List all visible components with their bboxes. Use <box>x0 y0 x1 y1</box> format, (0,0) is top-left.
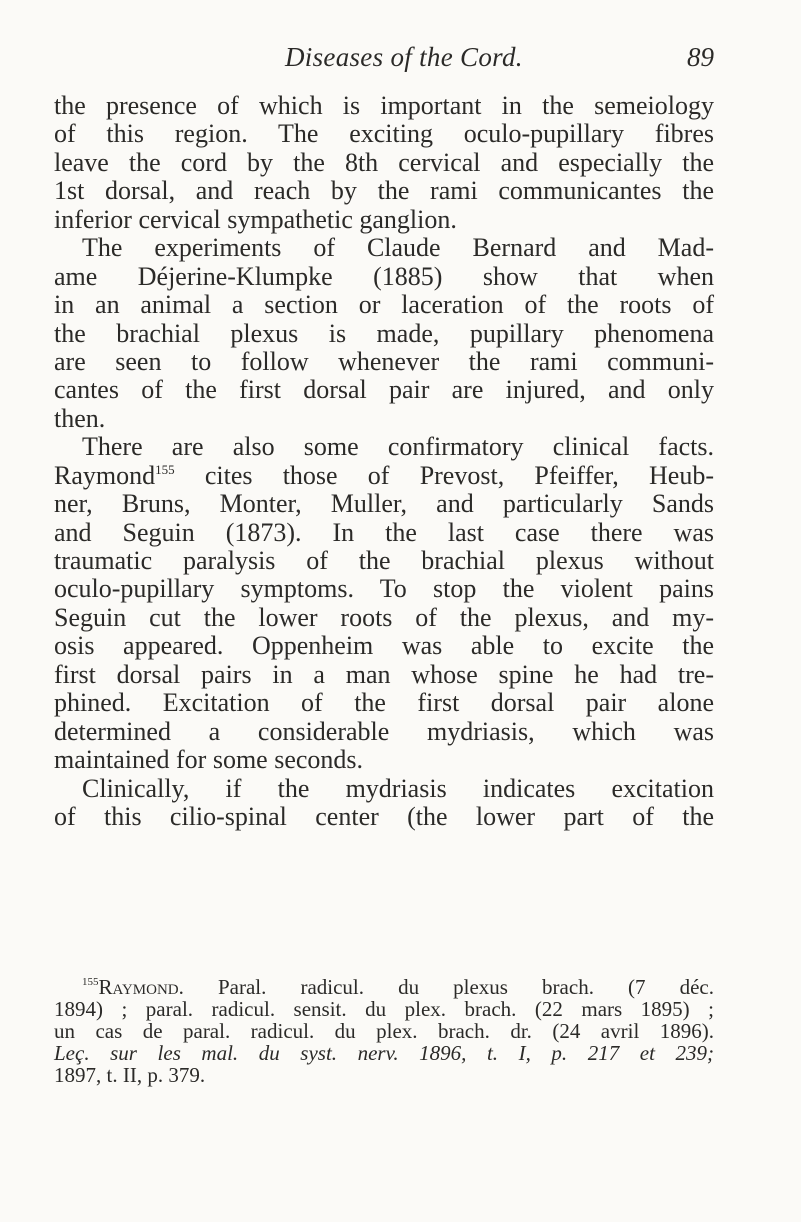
text-line: of this region. The exciting oculo-pupillary fibres <box>54 119 714 149</box>
text-line: osis appeared. Oppenheim was able to excite the <box>54 631 714 661</box>
text-line: traumatic paralysis of the brachial plexus without <box>54 546 714 575</box>
raymond-word: Raymond <box>54 460 156 490</box>
text-line: of this cilio-spinal center (the lower part of the <box>54 801 714 831</box>
footnote-marker: 155 <box>82 976 99 988</box>
footnote <box>54 976 714 1086</box>
text-line: and Seguin (1873). In the last case there was <box>54 517 714 547</box>
footnote-line <box>54 976 714 998</box>
text-line: Clinically, if the mydriasis indicates excitation <box>82 773 714 803</box>
text-line: The experiments of Claude Bernard and Mad- <box>82 233 714 263</box>
footnote-line: 1894) ; paral. radicul. sensit. du plex. brach. (22 mars 1895) ; <box>54 997 714 1021</box>
footnote-line: 1897, t. II, p. 379. <box>54 1063 206 1087</box>
body-text <box>54 92 714 831</box>
text-line: ner, Bruns, Monter, Muller, and particularly Sands <box>54 489 714 519</box>
text-line: Seguin cut the lower roots of the plexus, and my- <box>54 602 714 632</box>
text-line: cantes of the first dorsal pair are injured, and only <box>54 375 714 405</box>
footnote-line: un cas de paral. radicul. du plex. brach. dr. (24 avril 1896). <box>54 1019 714 1043</box>
text-line: maintained for some seconds. <box>54 745 364 775</box>
text-line: 1st dorsal, and reach by the rami communicantes the <box>54 176 714 206</box>
text-line: determined a considerable mydriasis, which was <box>54 716 714 746</box>
paragraph-4 <box>54 775 714 832</box>
text-line: the presence of which is important in the semeiology <box>54 91 714 120</box>
page-header <box>0 40 801 80</box>
paragraph-3 <box>54 433 714 774</box>
text-line: are seen to follow whenever the rami communi- <box>54 346 714 376</box>
footnote-author: Raymond. <box>98 975 184 999</box>
text-line: ame Déjerine-Klumpke (1885) show that when <box>54 261 714 291</box>
raymond-rest: cites those of Prevost, Pfeiffer, Heub- <box>174 460 714 490</box>
text-line: then. <box>54 403 106 433</box>
running-title: Diseases of the Cord. <box>285 42 523 72</box>
footnote-italic: Leç. sur les mal. du syst. nerv. 1896, t. I, p. 217 et 239; <box>54 1041 714 1065</box>
text-line: first dorsal pairs in a man whose spine he had tre- <box>54 659 714 689</box>
footnote-reference: 155 <box>155 461 175 477</box>
text-line: phined. Excitation of the first dorsal pair alone <box>54 688 714 718</box>
paragraph-1 <box>54 92 714 234</box>
text-line: There are also some confirmatory clinical facts. <box>82 432 714 462</box>
raymond-line <box>54 462 714 490</box>
text-line: inferior cervical sympathetic ganglion. <box>54 204 457 234</box>
text-line: leave the cord by the 8th cervical and especially the <box>54 147 714 177</box>
page-number: 89 <box>687 42 714 72</box>
text-line: oculo-pupillary symptoms. To stop the violent pains <box>54 574 714 604</box>
footnote-text: Paral. radicul. du plexus brach. (7 déc. <box>183 975 714 999</box>
paragraph-2 <box>54 234 714 433</box>
footnote-line <box>54 1042 714 1064</box>
text-line: in an animal a section or laceration of the roots of <box>54 290 714 320</box>
text-line: the brachial plexus is made, pupillary phenomena <box>54 318 714 348</box>
